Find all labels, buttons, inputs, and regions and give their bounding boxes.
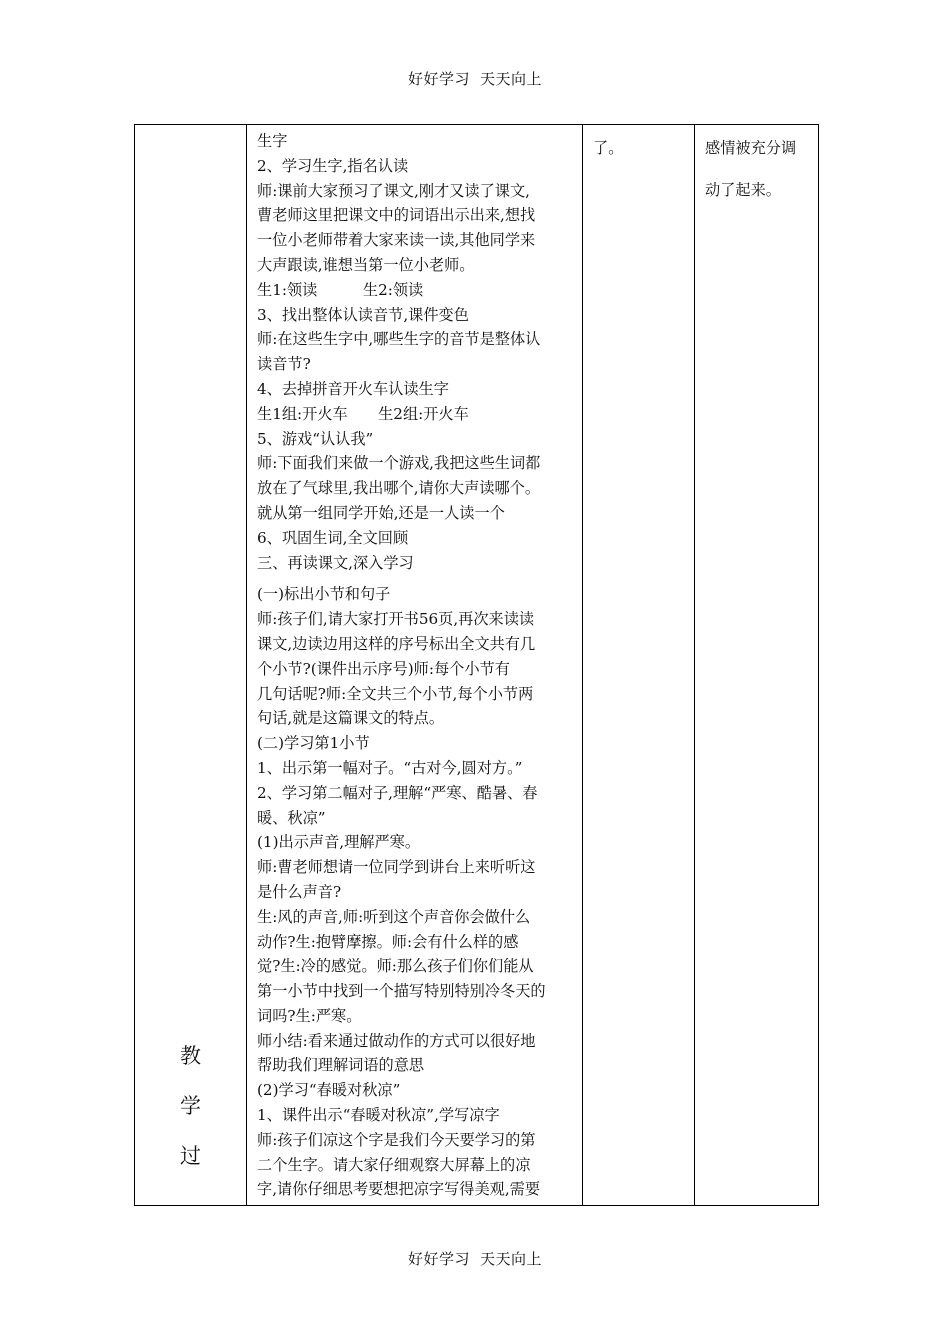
text-line: 6、巩固生词,全文回顾	[257, 528, 409, 547]
text-line: 1、课件出示“春暖对秋凉”,学写凉字	[257, 1106, 500, 1125]
text-line: 大声跟读,谁想当第一位小老师。	[257, 255, 475, 274]
stage-char: 过	[180, 1144, 201, 1168]
student-activity-column	[583, 125, 695, 1206]
teaching-process-column	[247, 125, 583, 1206]
text-line: 生1组:开火车 生2组:开火车	[257, 404, 469, 423]
text-line: 二个生字。请大家仔细观察大屏幕上的凉	[257, 1155, 531, 1174]
text-line: (2)学习“春暖对秋凉”	[257, 1081, 401, 1100]
stage-column	[135, 125, 247, 1206]
text-line: 动作?生:抱臂摩擦。师:会有什么样的感	[257, 932, 519, 951]
lesson-plan-table	[134, 124, 819, 1206]
header-right-text: 天天向上	[480, 70, 543, 88]
table-row	[135, 125, 819, 1206]
stage-char: 学	[180, 1094, 201, 1118]
footer-left-text: 好好学习	[407, 1250, 470, 1268]
text-line: 是什么声音?	[257, 882, 342, 901]
design-intent-column	[695, 125, 819, 1206]
text-line: 了。	[593, 139, 624, 157]
stage-char: 教	[180, 1044, 201, 1068]
text-line: 帮助我们理解词语的意思	[257, 1056, 425, 1075]
text-line: 就从第一组同学开始,还是一人读一个	[257, 503, 505, 522]
text-line: 句话,就是这篇课文的特点。	[257, 709, 445, 728]
text-line: 三、再读课文,深入学习	[257, 553, 414, 572]
page-footer	[0, 1248, 950, 1269]
text-line: 词吗?生:严寒。	[257, 1006, 362, 1025]
teaching-process-text	[247, 125, 582, 1202]
text-line: 4、去掉拼音开火车认读生字	[257, 379, 449, 398]
text-line: 5、游戏“认认我”	[257, 429, 374, 448]
text-line: 放在了气球里,我出哪个,请你大声读哪个。	[257, 479, 541, 498]
text-line: 觉?生:冷的感觉。师:那么孩子们你们能从	[257, 957, 534, 976]
text-line: 师:孩子们凉这个字是我们今天要学习的第	[257, 1130, 536, 1149]
text-line: 1、出示第一幅对子。“古对今,圆对方。”	[257, 758, 523, 777]
text-line: 感情被充分调	[705, 139, 797, 157]
design-intent-text	[695, 125, 818, 211]
text-line: 师:在这些生字中,哪些生字的音节是整体认	[257, 330, 541, 349]
footer-right-text: 天天向上	[480, 1250, 543, 1268]
text-line: 师:孩子们,请大家打开书56页,再次来读读	[257, 610, 535, 629]
text-line: 生字	[257, 132, 288, 150]
text-line: 课文,边读边用这样的序号标出全文共有几	[257, 634, 536, 653]
text-line: 一位小老师带着大家来读一读,其他同学来	[257, 231, 536, 250]
text-line: 个小节?(课件出示序号)师:每个小节有	[257, 659, 510, 678]
text-line: (1)出示声音,理解严寒。	[257, 833, 421, 852]
text-line: 师:课前大家预习了课文,刚才又读了课文,	[257, 181, 530, 200]
text-line: 师:曹老师想请一位同学到讲台上来听听这	[257, 858, 536, 877]
text-line: 动了起来。	[705, 181, 781, 199]
text-line: 暖、秋凉”	[257, 808, 326, 827]
student-activity-text	[583, 125, 694, 169]
text-line: 读音节?	[257, 355, 311, 374]
text-line: 曹老师这里把课文中的词语出示出来,想找	[257, 206, 536, 225]
text-line: 字,请你仔细思考要想把凉字写得美观,需要	[257, 1180, 541, 1199]
text-line: 生:风的声音,师:听到这个声音你会做什么	[257, 907, 531, 926]
text-line: (一)标出小节和句子	[257, 585, 391, 604]
text-line: 2、学习第二幅对子,理解“严寒、酷暑、春	[257, 783, 538, 802]
header-left-text: 好好学习	[407, 70, 470, 88]
text-line: 师:下面我们来做一个游戏,我把这些生词都	[257, 454, 541, 473]
text-line: 师小结:看来通过做动作的方式可以很好地	[257, 1031, 536, 1050]
text-line: 3、找出整体认读音节,课件变色	[257, 305, 469, 324]
text-line: 几句话呢?师:全文共三个小节,每个小节两	[257, 684, 534, 703]
text-line: 2、学习生字,指名认读	[257, 156, 409, 175]
text-line: 第一小节中找到一个描写特别特别冷冬天的	[257, 982, 546, 1001]
text-line: (二)学习第1小节	[257, 734, 370, 753]
page-header	[0, 68, 950, 89]
stage-label	[135, 1031, 246, 1181]
text-line: 生1:领读 生2:领读	[257, 280, 424, 299]
